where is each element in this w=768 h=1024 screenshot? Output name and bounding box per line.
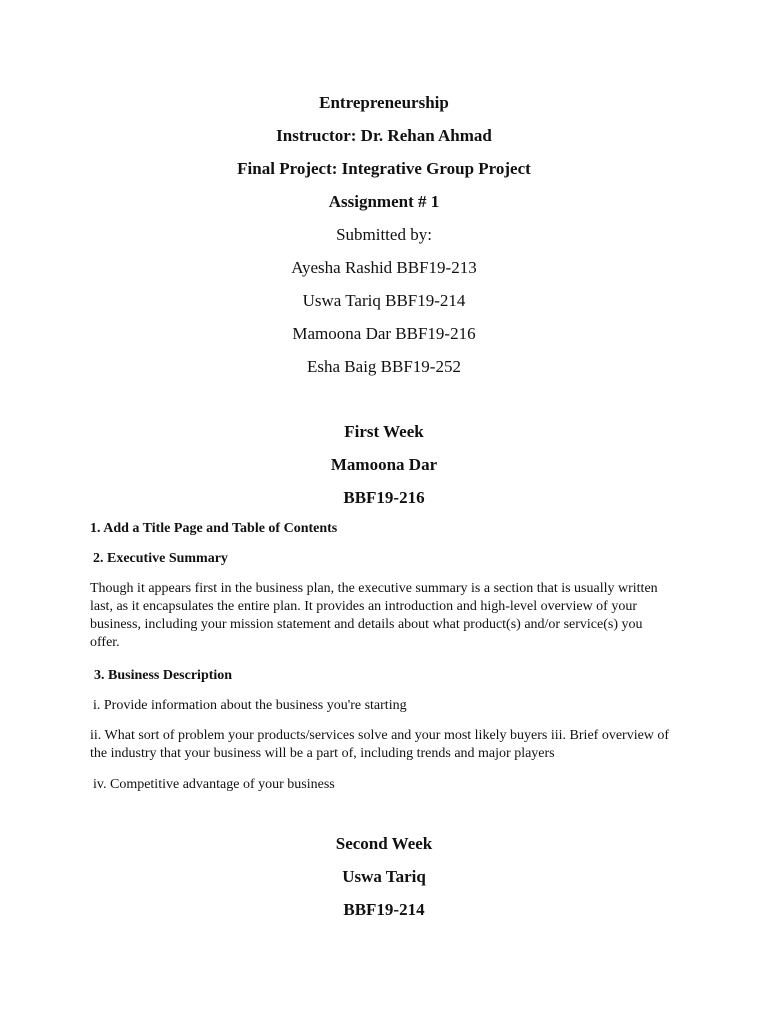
member-4: Esha Baig BBF19-252 [307,357,461,376]
executive-summary-text: Though it appears first in the business plan, the executive summary is a section that is usually written last, as it encapsulates the entire plan. It provides an introduction and high-level overview of your business, including your mission statement and details about what product(s) and/or service(s) you offer. [90,581,658,650]
point-ii-iii: ii. What sort of problem your products/services solve and your most likely buyers iii. Brief overview of the industry that your business will be a part of, including trends and major players [90,728,670,761]
instructor-line: Instructor: Dr. Rehan Ahmad [276,126,492,145]
item-title-page: 1. Add a Title Page and Table of Contents [90,521,338,536]
week2-title: Second Week [335,834,433,853]
member-1: Ayesha Rashid BBF19-213 [291,258,477,277]
project-title: Final Project: Integrative Group Project [237,159,531,178]
course-title: Entrepreneurship [319,93,449,112]
week1-title: First Week [344,422,424,441]
assignment-title: Assignment # 1 [328,192,440,211]
item-business-description: 3. Business Description [94,668,233,683]
week2-name: Uswa Tariq [342,867,426,886]
point-iv: iv. Competitive advantage of your business [93,777,335,792]
point-i: i. Provide information about the business you're starting [93,698,407,713]
week2-id: BBF19-214 [343,900,425,919]
member-3: Mamoona Dar BBF19-216 [292,324,476,343]
submitted-by-label: Submitted by: [336,225,432,244]
item-executive-summary: 2. Executive Summary [93,551,228,566]
week1-name: Mamoona Dar [330,455,438,474]
week1-id: BBF19-216 [343,488,425,507]
member-2: Uswa Tariq BBF19-214 [302,291,466,310]
